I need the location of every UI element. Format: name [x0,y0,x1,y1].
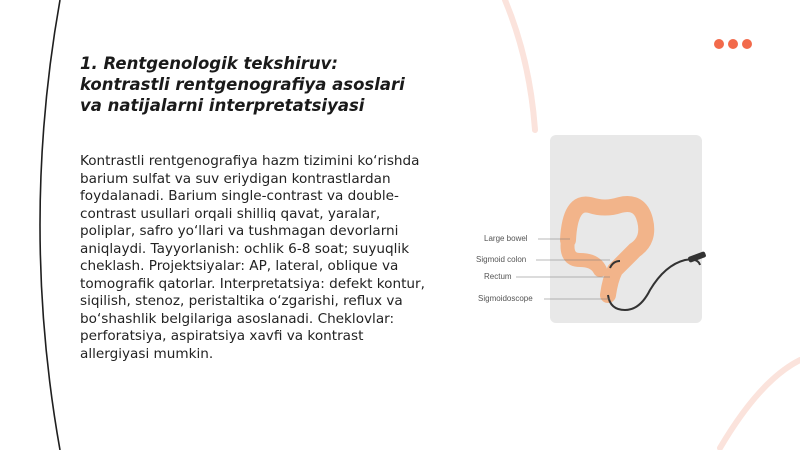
sigmoidoscopy-illustration [470,130,730,325]
top-arc [505,0,535,130]
slide-body-text: Kontrastli rentgenografiya hazm tizimini ko‘rishda barium sulfat va suv eriydigan kontrastlardan foydalanadi. Barium single-contrast va double-contrast usullari orqali shilliq qavat, yaralar, poliplar, safro yo‘llari va tushmagan devorlarni aniqlaydi. Tayyorlanish: ochlik 6-8 soat; suyuqlik cheklash. Projektsiyalar: AP, lateral, oblique va tomografik qatorlar. Interpretatsiya: defekt kontur, siqilish, stenoz, peristaltika o‘zgarishi, reflux va bo‘shashlik belgilariga asoslanadi. Cheklovlar: perforatsiya, aspiratsiya xavfi va kontrast allergiyasi mumkin. [80,153,425,362]
dot [728,39,738,49]
three-dots-icon [714,39,752,49]
label-sigmoid-colon: Sigmoid colon [476,255,527,264]
dot [714,39,724,49]
bottom-arc [720,360,800,448]
label-rectum: Rectum [484,272,512,281]
label-sigmoidoscope: Sigmoidoscope [478,294,533,303]
label-large-bowel: Large bowel [484,234,528,243]
dot [742,39,752,49]
left-curve-line [40,0,60,450]
slide-title: 1. Rentgenologik tekshiruv: kontrastli rentgenografiya asoslari va natijalarni interpretatsiyasi [80,54,405,115]
